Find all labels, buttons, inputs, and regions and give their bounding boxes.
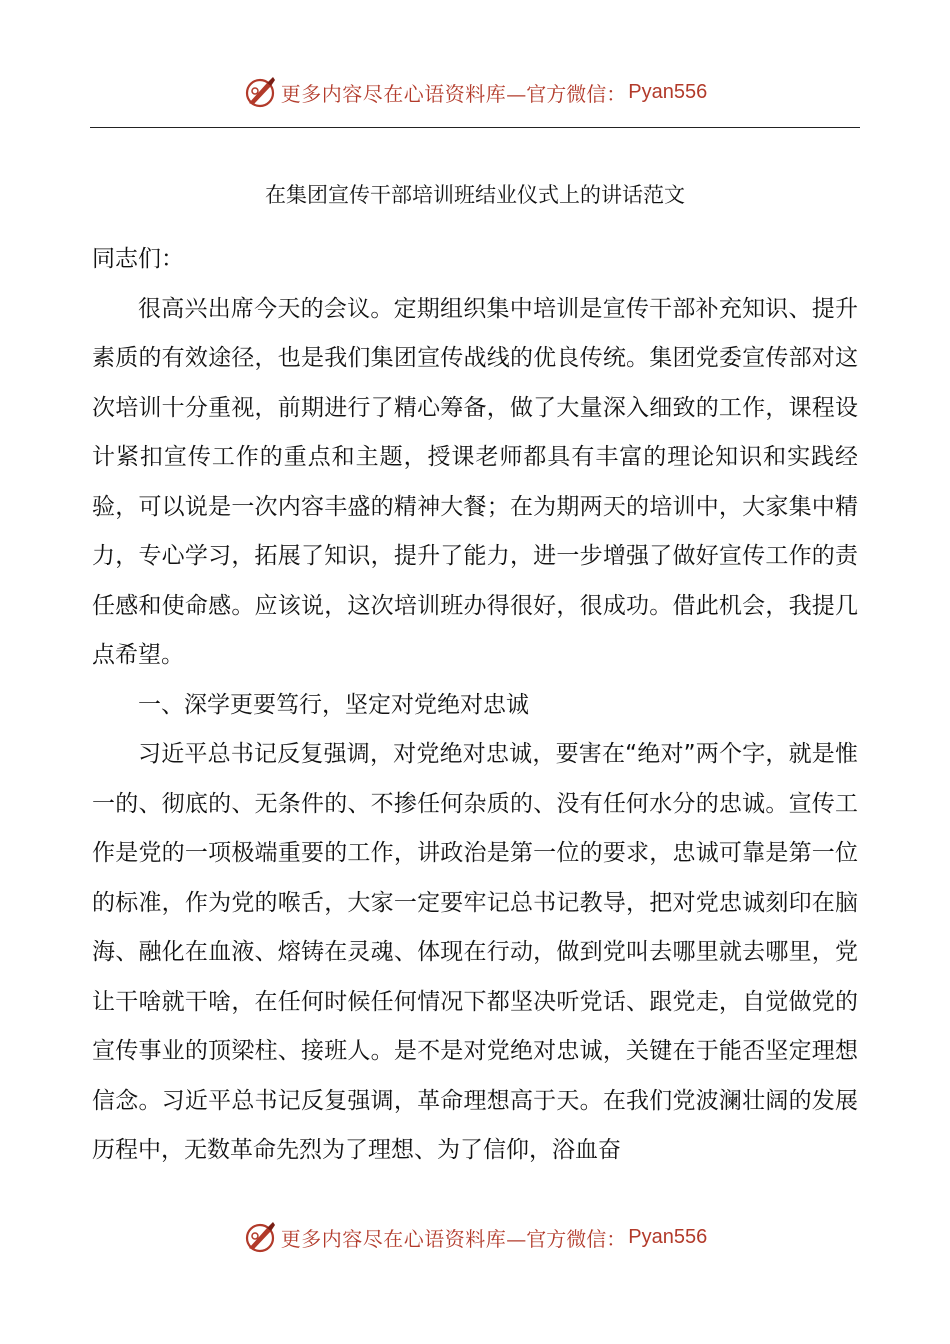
header-watermark bbox=[0, 72, 950, 112]
watermark-main-text: 更多内容尽在心语资料库 bbox=[280, 81, 507, 106]
watermark-contact-label: —官方微信： bbox=[506, 81, 627, 106]
document-title: 在集团宣传干部培训班结业仪式上的讲话范文 bbox=[265, 183, 685, 207]
pen-logo-icon bbox=[243, 75, 277, 109]
watermark-main-text: 更多内容尽在心语资料库 bbox=[280, 1226, 507, 1251]
watermark-contact-id: Pyan556 bbox=[628, 1225, 708, 1248]
footer-watermark bbox=[0, 1217, 950, 1257]
document-body bbox=[92, 235, 858, 1176]
header-divider bbox=[90, 127, 860, 128]
section-heading: 一、深学更要笃行，坚定对党绝对忠诚 bbox=[138, 691, 529, 718]
paragraph: 习近平总书记反复强调，对党绝对忠诚，要害在“绝对”两个字，就是惟一的、彻底的、无条件的、不掺任何杂质的、没有任何水分的忠诚。宣传工作是党的一项极端重要的工作，讲政治是第一位的要求，忠诚可靠是第一位的标准，作为党的喉舌，大家一定要牢记总书记教导，把对党忠诚刻印在脑海、融化在血液、熔铸在灵魂、体现在行动，做到党叫去哪里就去哪里，党让干啥就干啥，在任何时候任何情况下都坚决听党话、跟党走，自觉做党的宣传事业的顶梁柱、接班人。是不是对党绝对忠诚，关键在于能否坚定理想信念。习近平总书记反复强调，革命理想高于天。在我们党波澜壮阔的发展历程中，无数革命先烈为了理想、为了信仰，浴血奋 bbox=[92, 741, 858, 1163]
pen-logo-icon bbox=[243, 1220, 277, 1254]
watermark-contact-id: Pyan556 bbox=[628, 80, 708, 103]
paragraph: 很高兴出席今天的会议。定期组织集中培训是宣传干部补充知识、提升素质的有效途径，也是我们集团宣传战线的优良传统。集团党委宣传部对这次培训十分重视，前期进行了精心筹备，做了大量深入细致的工作，课程设计紧扣宣传工作的重点和主题，授课老师都具有丰富的理论知识和实践经验，可以说是一次内容丰盛的精神大餐；在为期两天的培训中，大家集中精力，专心学习，拓展了知识，提升了能力，进一步增强了做好宣传工作的责任感和使命感。应该说，这次培训班办得很好，很成功。借此机会，我提几点希望。 bbox=[92, 295, 858, 668]
watermark-contact-label: —官方微信： bbox=[506, 1226, 627, 1251]
salutation: 同志们： bbox=[92, 246, 184, 272]
